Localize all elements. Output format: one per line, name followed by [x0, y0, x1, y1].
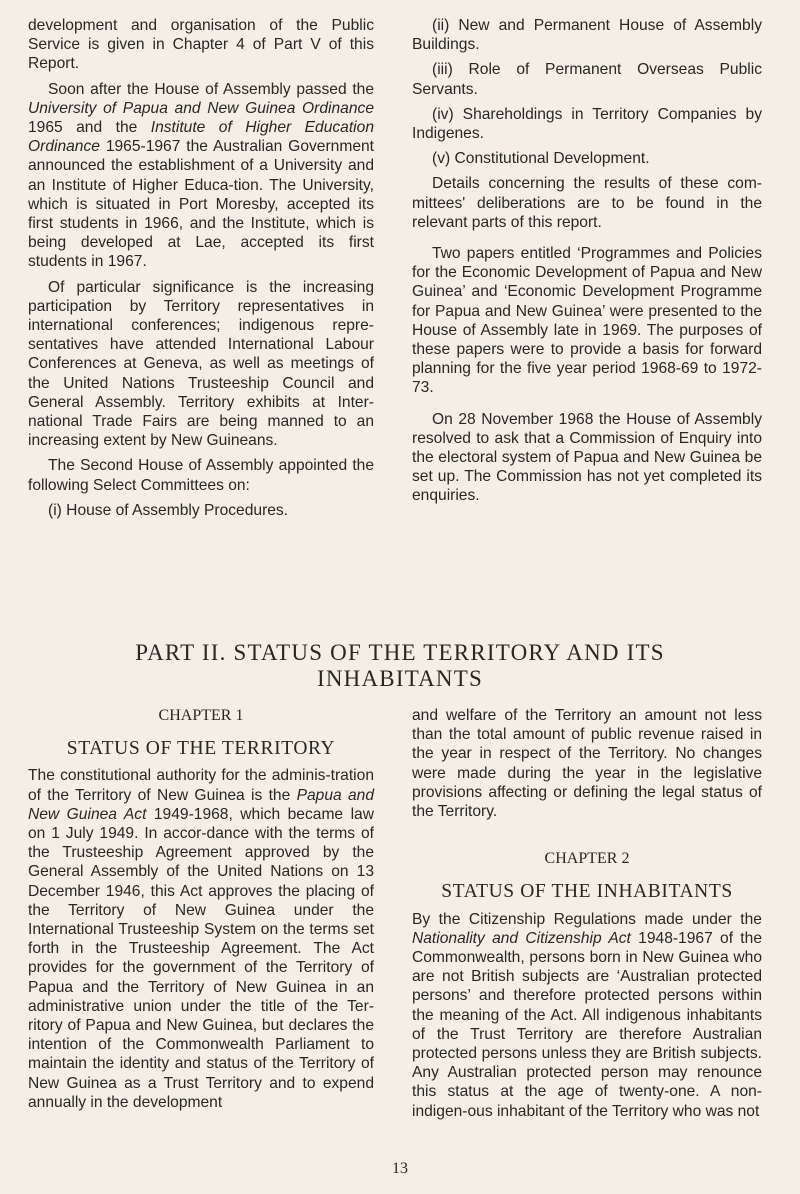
text-run: 1949-1968, which became law on 1 July 1949. In accor-dance with the terms of the Trusteeship Agreement approved by the General Assembly of the United Nations on 13 December 1946, this Act approves the placing of the Territory of New Guinea under the International Trusteeship System on the terms set forth in the Trusteeship Agreement. The Act provides for the government of the Territory of Papua and the Territory of New Guinea in an administrative union under the title of the Ter-ritory of Papua and New Guinea, but declares the intention of the Commonwealth Parliament to maintain the identity and status of the Territory of New Guinea as a Trust Territory and to expend annually in the development — [28, 805, 374, 1111]
text-run: The constitutional authority for the adminis-tration of the Territory of New Guinea is the — [28, 767, 374, 804]
paragraph — [28, 766, 374, 1112]
chapter-title: STATUS OF THE TERRITORY — [66, 738, 336, 760]
italic-title: Nationality and Citizenship Act — [412, 929, 631, 947]
paragraph: Two papers entitled ‘Programmes and Policies for the Economic Development of Papua and New Guinea’ and ‘Economic Development Programme for Papua and New Guinea’ were presented to the House of Assembly late in 1969. The purposes of these papers were to provide a basis for forward planning for the five year period 1968-69 to 1972-73. — [412, 245, 762, 397]
paragraph — [28, 80, 374, 272]
chapter-label: CHAPTER 2 — [544, 850, 630, 868]
paragraph: Of particular significance is the increasing participation by Territory representatives in international conferences; indigenous repre-sentatives have attended International Labour Conferences at Geneva, as well as meetings of the United Nations Trusteeship Council and General Assembly. Territory exhibits at Inter-national Trade Fairs are being manned to an increasing extent by New Guineans. — [28, 278, 374, 450]
list-item: (i) House of Assembly Procedures. — [48, 501, 289, 519]
text-run: 1948-1967 of the Commonwealth, persons born in New Guinea who are not British subjects are ‘Australian protected persons’ and therefore protected persons within the meaning of the Act. All indigenous inhabitants of the Trust Territory are therefore Australian protected persons unless they are British subjects. Any Australian protected person may renounce this status at the age of twenty-one. A non-indigen-ous inhabitant of the Territory who was not — [412, 929, 762, 1120]
top-right-column — [412, 16, 762, 512]
italic-title: Institute of Higher Education Ordinance — [28, 119, 374, 156]
text-run: 1965-1967 the Australian Government announced the establishment of a University and an Institute of Higher Educa-tion. The University, which is situated in Port Moresby, accepted its first students in 1966, and the Institute, which is being developed at Lae, accepted its first students in 1967. — [28, 138, 374, 271]
paragraph: development and organisation of the Public Service is given in Chapter 4 of Part V of this Report. — [28, 17, 374, 73]
paragraph: Details concerning the results of these com-mittees' deliberations are to be found in the relevant parts of this report. — [412, 175, 762, 231]
page-number: 13 — [392, 1160, 408, 1177]
italic-title: University of Papua and New Guinea Ordinance — [28, 99, 374, 117]
text-run: Soon after the House of Assembly passed the — [48, 80, 374, 98]
list-item: (iii) Role of Permanent Overseas Public Servants. — [412, 61, 762, 98]
chapter-title: STATUS OF THE INHABITANTS — [441, 881, 733, 903]
top-left-column — [28, 16, 374, 526]
chapter-label: CHAPTER 1 — [158, 707, 244, 724]
bottom-right-column — [412, 706, 762, 1127]
text-run: 1965 and the — [28, 119, 151, 137]
part-heading — [20, 640, 780, 692]
list-item: (iv) Shareholdings in Territory Companies by Indigenes. — [412, 105, 762, 143]
paragraph: and welfare of the Territory an amount not less than the total amount of public revenue raised in the year in respect of the Territory. No changes were made during the year in the legislative provisions affecting or defining the legal status of the Territory. — [412, 707, 762, 821]
paragraph: The Second House of Assembly appointed the following Select Committees on: — [28, 457, 374, 494]
list-item: (ii) New and Permanent House of Assembly Buildings. — [412, 17, 762, 54]
part-heading-line: INHABITANTS — [317, 666, 483, 691]
italic-title: Papua and New Guinea Act — [28, 786, 374, 823]
paragraph: On 28 November 1968 the House of Assembly resolved to ask that a Commission of Enquiry into the electoral system of Papua and New Guinea be set up. The Commission has not yet completed its enquiries. — [412, 410, 762, 505]
paragraph — [412, 910, 762, 1121]
bottom-left-column — [28, 706, 374, 1118]
text-run: By the Citizenship Regulations made under the — [412, 910, 762, 928]
part-heading-line: PART II. STATUS OF THE TERRITORY AND ITS — [135, 640, 665, 665]
list-item: (v) Constitutional Development. — [432, 150, 650, 168]
